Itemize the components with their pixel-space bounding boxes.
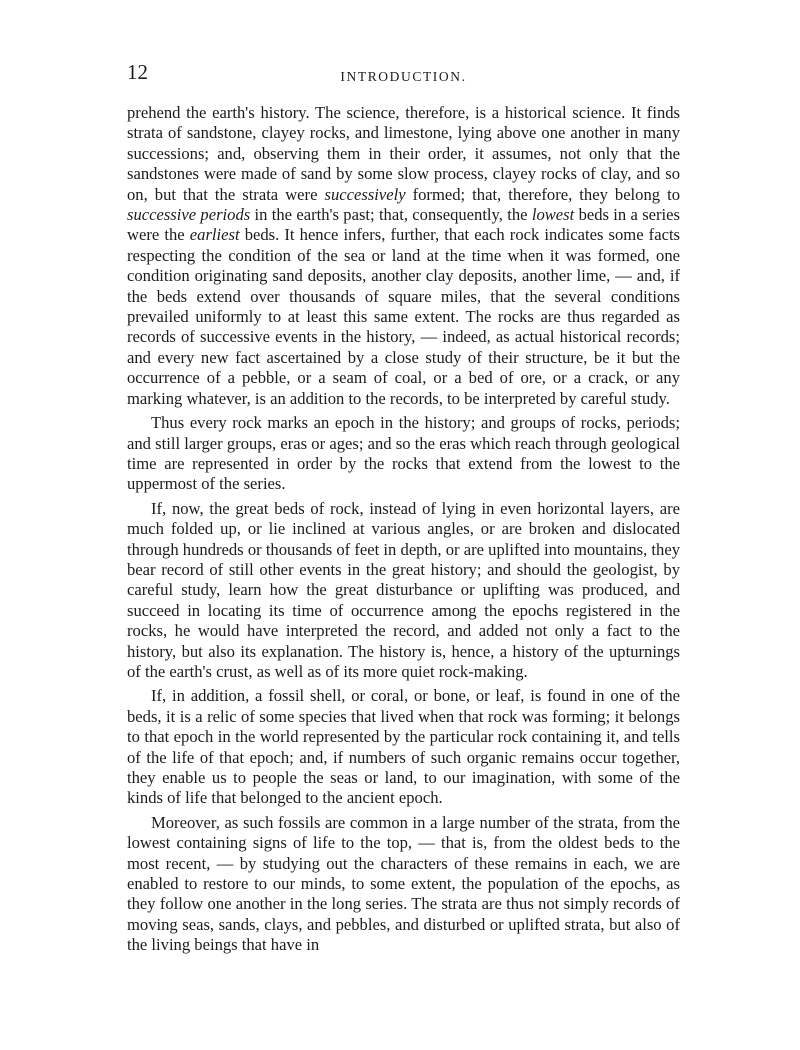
paragraph-text: Thus every rock marks an epoch in the history; and groups of rocks, periods; and still larger groups, eras or ages; and so the eras which reach through geological time are represented in order by the rocks that extend from the lowest to the uppermost of the series.: [127, 413, 680, 494]
paragraph-5: [127, 813, 680, 956]
paragraph-text: in the earth's past; that, consequently, the: [250, 205, 532, 225]
paragraph-3: [127, 499, 680, 683]
paragraph-text: formed; that, therefore, they belong to: [405, 184, 680, 204]
emphasis-text: successive periods: [127, 205, 251, 225]
running-head: INTRODUCTION.: [340, 69, 467, 84]
paragraph-text: Moreover, as such fossils are common in a large number of the strata, from the lowest containing signs of life to the top, — that is, from the oldest beds to the most recent, — by studying out the characters of these remains in each, we are enabled to restore to our minds, to some extent, the population of the epochs, as they follow one another in the long series. The strata are thus not simply records of moving seas, sands, clays, and pebbles, and disturbed or uplifted strata, but also of the living beings that have in: [127, 812, 680, 955]
paragraph-4: [127, 686, 680, 808]
page-number: 12: [127, 60, 148, 84]
paragraph-text: If, now, the great beds of rock, instead of lying in even horizontal layers, are much folded up, or lie inclined at various angles, or are broken and dislocated through hundreds or thousands of feet in depth, or are uplifted into mountains, they bear record of still other events in the great history; and should the geologist, by careful study, learn how the great disturbance or uplifting was produced, and succeed in locating its time of occurrence among the epochs registered in the rocks, he would have interpreted the record, and added not only a fact to the history, but also its explanation. The history is, hence, a history of the upturnings of the earth's crust, as well as of its more quiet rock-making.: [127, 498, 680, 681]
paragraph-1: [127, 103, 680, 409]
paragraph-text: If, in addition, a fossil shell, or coral, or bone, or leaf, is found in one of the beds, it is a relic of some species that lived when that rock was forming; it belongs to that epoch in the world represented by the particular rock containing it, and tells of the life of that epoch; and, if numbers of such organic remains occur together, they enable us to people the seas or land, to our imagination, with some of the kinds of life that belonged to the ancient epoch.: [127, 686, 680, 808]
page-header: [127, 60, 680, 88]
paragraph-text: beds in a series were the: [127, 205, 680, 245]
emphasis-text: earliest: [189, 225, 240, 245]
body-text: [127, 103, 680, 956]
emphasis-text: successively: [324, 184, 406, 204]
paragraph-text: prehend the earth's history. The science, therefore, is a historical science. It finds strata of sandstone, clayey rocks, and limestone, lying above one another in many successions; and, observing them in their order, it assumes, not only that the sandstones were made of sand by some slow process, clayey rocks of clay, and so on, but that the strata were: [127, 103, 680, 204]
paragraph-2: [127, 413, 680, 495]
emphasis-text: lowest: [531, 205, 575, 225]
paragraph-text: beds. It hence infers, further, that each rock indicates some facts respecting the condition of the sea or land at the time when it was formed, one condition originating sand deposits, another clay deposits, another lime, — and, if the beds extend over thousands of square miles, that the several conditions prevailed uniformly to at least this same extent. The rocks are thus regarded as records of successive events in the history, — indeed, as actual historical records; and every new fact ascertained by a close study of their structure, be it but the occurrence of a pebble, or a seam of coal, or a bed of ore, or a crack, or any marking whatever, is an addition to the records, to be interpreted by careful study.: [127, 225, 681, 408]
